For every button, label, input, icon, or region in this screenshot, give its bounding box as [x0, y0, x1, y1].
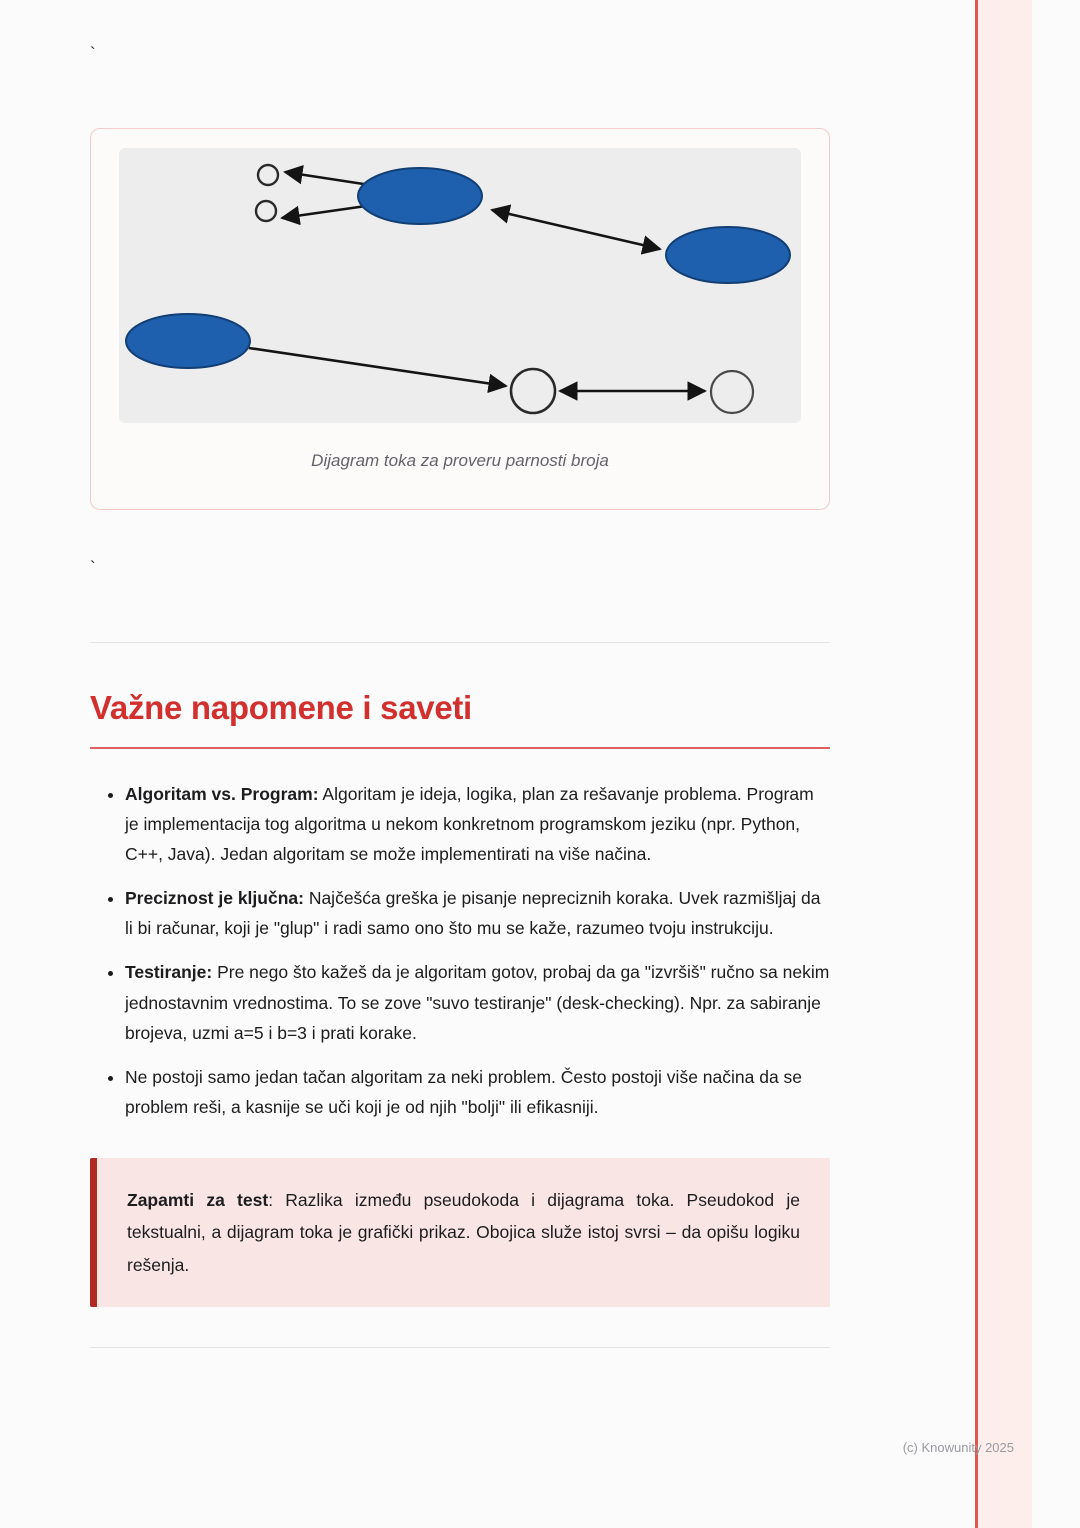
list-item-lead: Algoritam vs. Program:: [125, 784, 319, 804]
list-item: [125, 957, 830, 1047]
section-title: Važne napomene i saveti: [90, 689, 472, 726]
list-item-text: Ne postoji samo jedan tačan algoritam za neki problem. Često postoji više načina da se problem reši, a kasnije se uči koji je od njih "bolji" ili efikasniji.: [125, 1066, 803, 1117]
section-divider-top: [90, 642, 830, 643]
section-divider-bottom: [90, 1347, 830, 1348]
list-item: [125, 779, 830, 869]
list-item-lead: Testiranje:: [125, 962, 213, 983]
section-title-rule: [90, 747, 830, 749]
list-item-text: Pre nego što kažeš da je algoritam gotov, probaj da ga "izvršiš" ručno sa nekim jednostavnim vrednostima. To se zove "suvo testiranje" (desk-checking). Npr. za sabiranje brojeva, uzmi a=5 i b=3 i prati korake.: [125, 962, 830, 1043]
diagram-circles: [256, 165, 753, 413]
list-item-lead: Preciznost je ključna:: [125, 888, 304, 909]
diagram-ellipses: [126, 168, 790, 368]
copyright-footer: (c) Knowunity 2025: [902, 1440, 1014, 1455]
callout-text: [127, 1184, 800, 1281]
callout-note: [90, 1158, 830, 1307]
stray-backtick-mid: `: [90, 558, 96, 577]
callout-body: : Razlika između pseudokoda i dijagrama toka. Pseudokod je tekstualni, a dijagram toka je grafički prikaz. Obojica služe istoj svrsi – da opišu logiku rešenja.: [127, 1189, 800, 1275]
list-item-text: Najčešća greška je pisanje nepreciznih koraka. Uvek razmišljaj da li bi računar, koji je "glup" i radi samo ono što mu se kaže, razumeo tvoju instrukciju.: [125, 888, 821, 939]
right-margin-band: [975, 0, 1032, 1528]
figure-card: [90, 128, 830, 510]
flow-diagram-image: [119, 148, 801, 423]
list-item: [125, 883, 830, 943]
notes-list: [90, 779, 830, 1122]
list-item: [125, 1062, 830, 1122]
content-column: [90, 0, 830, 1348]
callout-lead: Zapamti za test: [127, 1189, 269, 1210]
figure-caption: Dijagram toka za proveru parnosti broja: [311, 451, 609, 470]
list-item-text: Algoritam je ideja, logika, plan za rešavanje problema. Program je implementacija tog algoritma u nekom konkretnom programskom jeziku (npr. Python, C++, Java). Jedan algoritam se može implementirati na više načina.: [125, 784, 814, 865]
flow-diagram-svg: [119, 148, 801, 423]
stray-backtick-top: `: [90, 44, 96, 63]
